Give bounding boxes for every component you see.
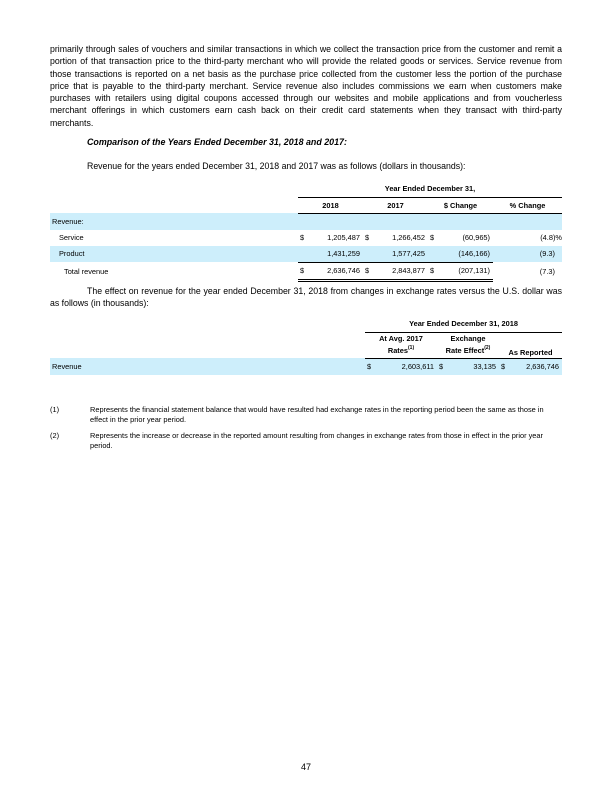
footnote-ref-1: (1) <box>408 344 415 351</box>
pct-change: (7.3) <box>539 266 555 276</box>
col-header-2018: 2018 <box>298 197 363 213</box>
fx-intro: The effect on revenue for the year ended December 31, 2018 from changes in exchange rates versus the U.S. dollar was as follows (in thousands): <box>50 286 562 309</box>
col-header-pct-change: % Change <box>493 197 562 213</box>
value-2017: 1,577,425 <box>376 246 428 263</box>
currency-symbol <box>298 246 311 263</box>
footnote-text: Represents the financial statement balance that would have resulted had exchange rates in the reporting period been the same as those in effect in the prior year period. <box>90 405 544 424</box>
footnote-ref-2: (2) <box>484 344 491 351</box>
value-avg-rates: 2,603,611 <box>377 358 437 375</box>
value-2017: 1,266,452 <box>392 233 425 242</box>
col-header-rate-effect <box>437 332 499 358</box>
footnote <box>50 405 562 424</box>
currency-symbol: $ <box>428 262 441 280</box>
table-row-total <box>50 262 562 280</box>
row-label: Total revenue <box>64 266 109 276</box>
row-label: Revenue <box>50 358 365 375</box>
col-header-avg-rates <box>365 332 437 358</box>
currency-symbol: $ <box>365 233 370 242</box>
dollar-change: (60,965) <box>462 233 490 242</box>
revenue-table-group-header: Year Ended December 31, <box>298 181 562 197</box>
col-header-avg-rates-line1: At Avg. 2017 <box>379 334 423 343</box>
value-rate-effect: 33,135 <box>449 358 499 375</box>
currency-symbol: $ <box>300 233 305 242</box>
table-row-section <box>50 213 562 230</box>
value-2018: 1,431,259 <box>311 246 363 263</box>
col-header-2017: 2017 <box>363 197 428 213</box>
col-header-rate-effect-line1: Exchange <box>450 334 486 343</box>
currency-symbol <box>363 246 376 263</box>
currency-symbol: $ <box>499 358 511 375</box>
fx-table-group-header: Year Ended December 31, 2018 <box>365 316 562 332</box>
currency-symbol: $ <box>365 358 377 375</box>
pct-change: (9.3) <box>493 246 562 263</box>
footnote-text: Represents the increase or decrease in the reported amount resulting from changes in exchange rates from those in effect in the prior year period. <box>90 431 543 450</box>
footnote-marker: (1) <box>50 405 60 414</box>
col-header-as-reported: As Reported <box>499 332 562 358</box>
table-row <box>50 246 562 263</box>
currency-symbol: $ <box>298 262 311 280</box>
table-row <box>50 358 562 375</box>
section-heading: Comparison of the Years Ended December 31, 2018 and 2017: <box>87 137 347 147</box>
revenue-intro: Revenue for the years ended December 31, 2018 and 2017 was as follows (dollars in thousands): <box>87 161 466 171</box>
col-header-rate-effect-line2: Rate Effect <box>445 345 485 355</box>
pct-change: (4.8)% <box>540 233 562 242</box>
dollar-change: (146,166) <box>441 246 493 263</box>
currency-symbol: $ <box>430 233 435 242</box>
value-as-reported: 2,636,746 <box>511 358 562 375</box>
col-header-avg-rates-line2: Rates <box>387 345 408 355</box>
currency-symbol <box>428 246 441 263</box>
page-number: 47 <box>300 762 311 772</box>
fx-table <box>50 316 562 375</box>
body-paragraph: primarily through sales of vouchers and similar transactions in which we collect the transaction price from the customer and remit a portion of that transaction price to the third-party merchant who will provide the related goods or services. Service revenue from those transactions is reported on a net basis as the purchase price collected from the customer less the portion of the purchase price that is payable to the third-party merchant. Service revenue also includes commissions we earn when customers make purchases with retailers using digital coupons accessed through our websites and mobile applications and from voucherless merchant offerings in which customers earn cash back on their credit card statements when they transact with third-party merchants. <box>50 44 562 128</box>
footnote-marker: (2) <box>50 431 60 440</box>
section-label: Revenue: <box>50 213 298 230</box>
row-label: Service <box>59 233 84 242</box>
table-row <box>50 230 562 246</box>
currency-symbol: $ <box>437 358 449 375</box>
revenue-table <box>50 181 562 282</box>
currency-symbol: $ <box>363 262 376 280</box>
value-2017: 2,843,877 <box>376 262 428 280</box>
row-label: Product <box>50 246 298 263</box>
value-2018: 1,205,487 <box>327 233 360 242</box>
value-2018: 2,636,746 <box>311 262 363 280</box>
footnote <box>50 431 562 450</box>
col-header-dollar-change: $ Change <box>428 197 493 213</box>
dollar-change: (207,131) <box>441 262 493 280</box>
